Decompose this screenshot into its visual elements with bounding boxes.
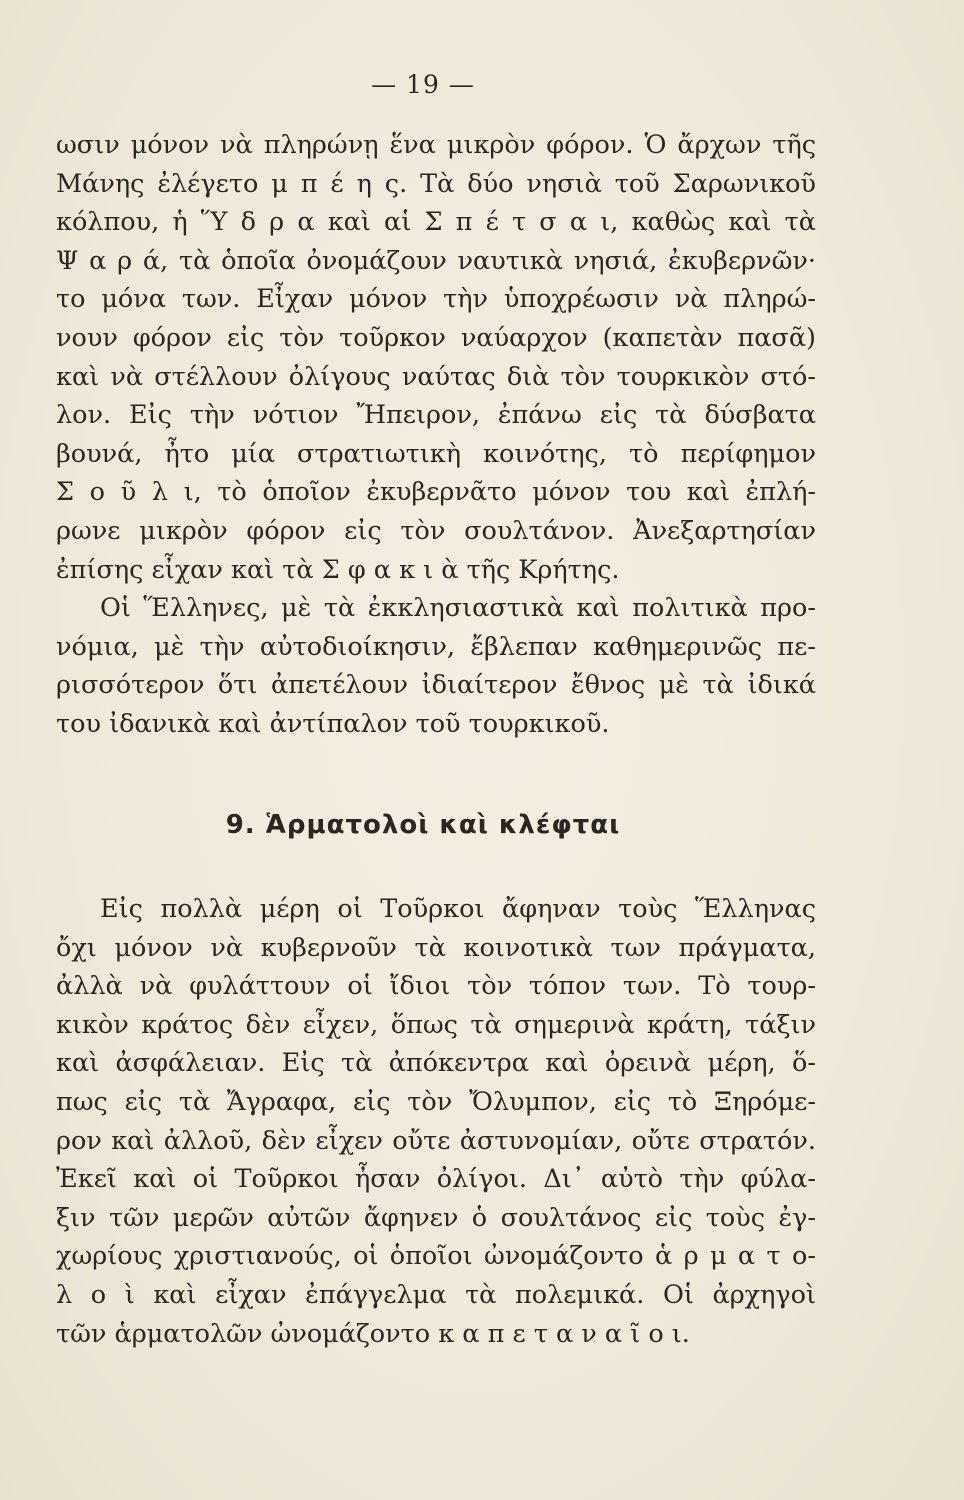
text-line: λ ο ὶ καὶ εἶχαν ἐπάγγελμα τὰ πολεμικά. Οἱ ἀρχηγοὶ [56, 1279, 816, 1310]
text-line: ρωνε μικρὸν φόρον εἰς τὸν σουλτάνον. Ἀνεξαρτησίαν [56, 515, 816, 546]
text-line: Εἰς πολλὰ μέρη οἱ Τοῦρκοι ἄφηναν τοὺς Ἕλληνας [100, 894, 816, 924]
text-line: Σ ο ῦ λ ι, τὸ ὁποῖον ἐκυβερνᾶτο μόνον του καὶ ἐπλή- [56, 477, 816, 508]
text-line: νουν φόρον εἰς τὸν τοῦρκον ναύαρχον (καπετὰν πασᾶ) [56, 322, 816, 353]
text-line: πως εἰς τὰ Ἄγραφα, εἰς τὸν Ὄλυμπον, εἰς τὸ Ξηρόμε- [56, 1086, 816, 1117]
text-line: Ψ α ρ ά, τὰ ὁποῖα ὀνομάζουν ναυτικὰ νησιά, ἐκυβερνῶν· [56, 245, 816, 276]
text-line: λον. Εἰς τὴν νότιον Ἤπειρον, ἐπάνω εἰς τὰ δύσβατα [56, 400, 816, 431]
text-line: χωρίους χριστιανούς, οἱ ὁποῖοι ὠνομάζοντο ἁ ρ μ α τ ο- [56, 1241, 816, 1272]
text-line: καὶ νὰ στέλλουν ὀλίγους ναύτας διὰ τὸν τουρκικὸν στό- [56, 361, 816, 392]
text-line: νόμια, μὲ τὴν αὐτοδιοίκησιν, ἔβλεπαν καθημερινῶς πε- [56, 631, 816, 662]
text-line: ἐπίσης εἶχαν καὶ τὰ Σ φ α κ ι ὰ τῆς Κρήτης. [56, 554, 620, 585]
text-line: Οἱ Ἕλληνες, μὲ τὰ ἐκκλησιαστικὰ καὶ πολιτικὰ προ- [100, 593, 816, 624]
upper-text-block [56, 126, 816, 744]
text-line: καὶ ἀσφάλειαν. Εἰς τὰ ἀπόκεντρα καὶ ὀρεινὰ μέρη, ὅ- [56, 1048, 816, 1079]
text-line: ρισσότερον ὅτι ἀπετέλουν ἰδιαίτερον ἔθνος μὲ τὰ ἰδικά [56, 670, 816, 701]
text-line: το μόνα των. Εἶχαν μόνον τὴν ὑποχρέωσιν νὰ πληρώ- [56, 284, 816, 315]
text-line: ξιν τῶν μερῶν αὐτῶν ἄφηνεν ὁ σουλτάνος εἰς τοὺς ἐγ- [56, 1202, 816, 1233]
text-line: βουνά, ἦτο μία στρατιωτικὴ κοινότης, τὸ περίφημον [56, 438, 816, 469]
text-line: ὄχι μόνον νὰ κυβερνοῦν τὰ κοινοτικὰ των πράγματα, [56, 932, 816, 963]
text-line: Μάνης ἐλέγετο μ π έ η ς. Τὰ δύο νησιὰ τοῦ Σαρωνικοῦ [56, 168, 816, 199]
text-line: τῶν ἁρματολῶν ὠνομάζοντο κ α π ε τ α ν α ῖ ο ι. [56, 1318, 690, 1349]
text-line: κόλπου, ἡ Ὕ δ ρ α καὶ αἱ Σ π έ τ σ α ι, καθὼς καὶ τὰ [56, 207, 816, 238]
text-line: του ἰδανικὰ καὶ ἀντίπαλον τοῦ τουρκικοῦ. [56, 708, 610, 739]
page-number: — 19 — [371, 70, 475, 99]
text-line: Ἐκεῖ καὶ οἱ Τοῦρκοι ἦσαν ὀλίγοι. Δι᾽ αὐτὸ τὴν φύλα- [56, 1164, 816, 1195]
text-line: ρον καὶ ἀλλοῦ, δὲν εἶχεν οὔτε ἀστυνομίαν, οὔτε στρατόν. [56, 1125, 816, 1156]
section-heading: 9. Ἁρματολοὶ καὶ κλέφται [225, 810, 621, 840]
text-line: ωσιν μόνον νὰ πληρώνῃ ἕνα μικρὸν φόρον. Ὁ ἄρχων τῆς [56, 130, 816, 160]
text-line: ἀλλὰ νὰ φυλάττουν οἱ ἴδιοι τὸν τόπον των. Τὸ τουρ- [56, 971, 816, 1002]
lower-text-block [56, 890, 816, 1353]
text-line: κικὸν κράτος δὲν εἶχεν, ὅπως τὰ σημερινὰ κράτη, τάξιν [56, 1009, 816, 1040]
